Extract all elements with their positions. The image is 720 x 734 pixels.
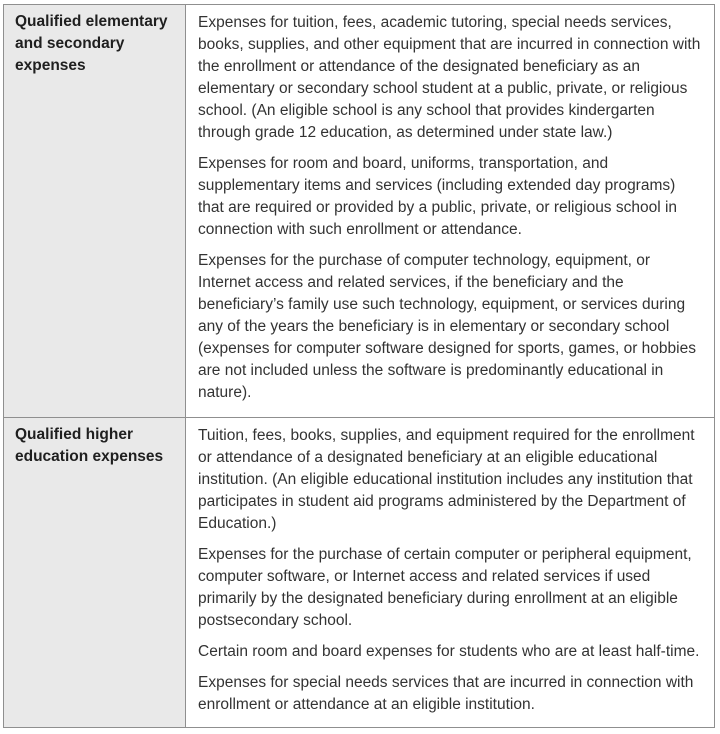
description-paragraph: Tuition, fees, books, supplies, and equipment required for the enrollment or attendance of a designated beneficiary at an eligible educational institution. (An eligible educational institution includes any institution that participates in student aid programs administered by the Department of Education.) [198,427,695,532]
description-paragraph: Expenses for room and board, uniforms, transportation, and supplementary items and services (including extended day programs) that are required or provided by a public, private, or religious school in connection with such enrollment or attendance. [198,155,678,238]
table-row-elementary-secondary [4,5,714,417]
row-description-cell [186,5,714,417]
row-label: Qualified higher education expenses [15,426,164,465]
row-label-cell [4,418,186,727]
description-paragraph: Expenses for tuition, fees, academic tutoring, special needs services, books, supplies, and other equipment that are incurred in connection with the enrollment or attendance of the designated beneficiary as an elementary or secondary school student at a public, private, or religious school. (An eligible school is any school that provides kindergarten through grade 12 education, as determined under state law.) [198,14,701,141]
description-paragraph: Expenses for the purchase of certain computer or peripheral equipment, computer software, or Internet access and related services if used primarily by the designated beneficiary during enrollment at an eligible postsecondary school. [198,546,692,629]
row-label-cell [4,5,186,417]
row-label: Qualified elementary and secondary expenses [15,13,168,74]
description-paragraph: Expenses for the purchase of computer technology, equipment, or Internet access and related services, if the beneficiary and the beneficiary’s family use such technology, equipment, or services during any of the years the beneficiary is in elementary or secondary school (expenses for computer software designed for sports, games, or hobbies are not included unless the software is predominantly educational in nature). [198,252,696,401]
description-paragraph: Certain room and board expenses for students who are at least half-time. [198,643,700,660]
table-row-higher-education [4,417,714,727]
description-paragraph: Expenses for special needs services that are incurred in connection with enrollment or attendance at an eligible institution. [198,674,694,713]
expenses-table [3,4,715,728]
row-description-cell [186,418,714,727]
